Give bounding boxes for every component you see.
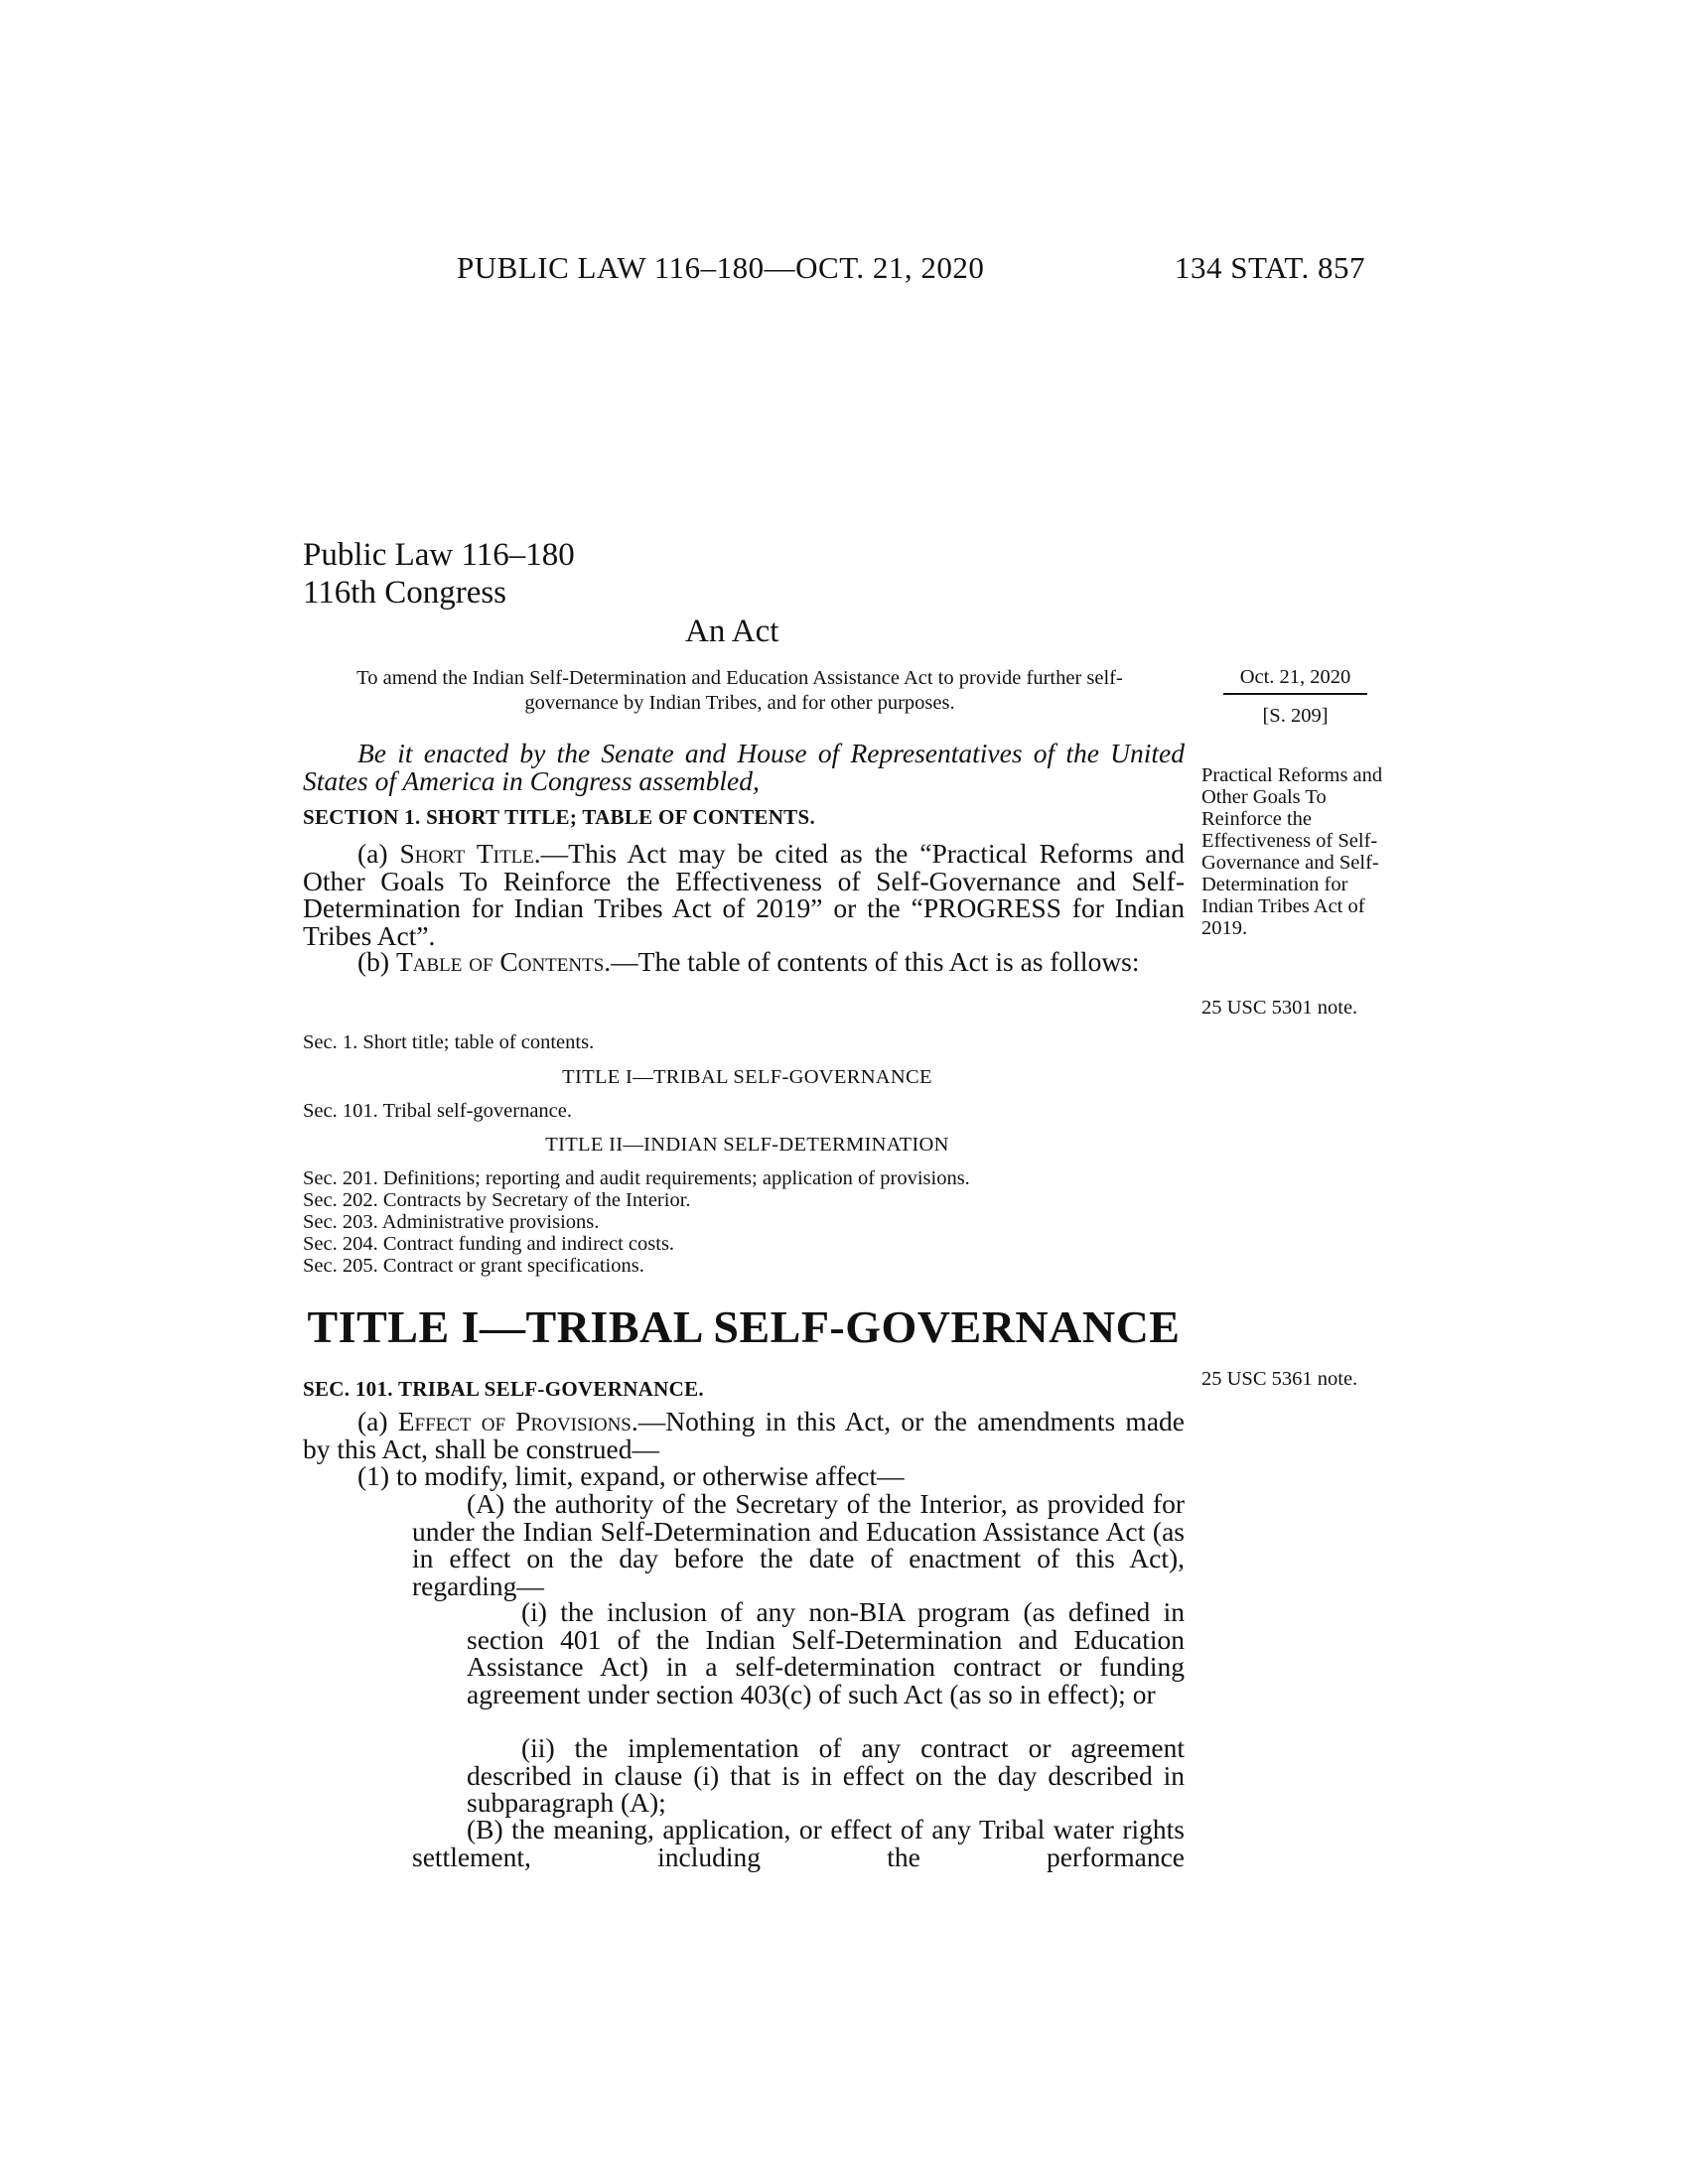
subsection-text: .—This Act may be cited as the “Practical Reforms and Other Goals To Reinforce the Effectiveness of Self-Governance and Self-Determination for Indian Tribes Act of 2019” or the “PROGRESS for Indian Tribes Act”. [303, 838, 1185, 951]
clause-i [467, 1598, 1185, 1707]
section-101a-effect-of-provisions [303, 1408, 1185, 1462]
public-law-number: Public Law 116–180 [303, 537, 575, 573]
subsection-label: (a) [357, 1406, 398, 1436]
toc-title-heading: TITLE I—TRIBAL SELF-GOVERNANCE [562, 1066, 932, 1088]
margin-note-usc-5301: 25 USC 5301 note. [1201, 997, 1358, 1019]
toc-entry: Sec. 205. Contract or grant specifications. [303, 1255, 644, 1277]
running-head-left: PUBLIC LAW 116–180—OCT. 21, 2020 [457, 250, 985, 285]
toc-entry: Sec. 101. Tribal self-governance. [303, 1100, 572, 1122]
margin-note-short-title: Practical Reforms and Other Goals To Reinforce the Effectiveness of Self-Governance and Self-Determination for Indian Tribes Act of 2019. [1201, 764, 1383, 939]
margin-bill-number: [S. 209] [1262, 705, 1329, 727]
toc-entry: Sec. 204. Contract funding and indirect costs. [303, 1233, 675, 1255]
subsection-text: .—The table of contents of this Act is as follows: [604, 946, 1140, 977]
running-head-right: 134 STAT. 857 [1174, 250, 1365, 285]
section-1b-table-of-contents [303, 948, 1185, 976]
toc-title-heading: TITLE II—INDIAN SELF-DETERMINATION [545, 1134, 949, 1156]
act-heading: An Act [685, 614, 779, 649]
toc-entry: Sec. 202. Contracts by Secretary of the Interior. [303, 1189, 691, 1211]
section-1-heading: SECTION 1. SHORT TITLE; TABLE OF CONTENTS. [303, 805, 816, 829]
clause-i-text: (i) the inclusion of any non-BIA program (as defined in section 401 of the Indian Self-Determination and Education Assistance Act) in a self-determination contract or funding agreement under section 403(c) of such Act (as so in effect); or [467, 1596, 1185, 1709]
subsection-label: (b) [357, 946, 396, 977]
toc-entry: Sec. 1. Short title; table of contents. [303, 1031, 595, 1053]
paragraph-1: (1) to modify, limit, expand, or otherwise affect— [357, 1460, 905, 1491]
clause-ii [467, 1734, 1185, 1817]
clause-ii-text: (ii) the implementation of any contract or agreement described in clause (i) that is in effect on the day described in subparagraph (A); [467, 1732, 1185, 1818]
subsection-heading: Effect of Provisions [397, 1406, 632, 1436]
subsection-label: (a) [357, 838, 400, 869]
section-101-heading: SEC. 101. TRIBAL SELF-GOVERNANCE. [303, 1377, 704, 1401]
margin-date: Oct. 21, 2020 [1223, 666, 1367, 695]
congress-number: 116th Congress [303, 575, 507, 611]
margin-note-usc-5361: 25 USC 5361 note. [1201, 1368, 1358, 1390]
act-purpose: To amend the Indian Self-Determination and Education Assistance Act to provide further self-governance by Indian Tribes, and for other purposes. [356, 667, 1123, 714]
subparagraph-a [412, 1490, 1185, 1599]
subsection-text: .—Nothing in this Act, or the amendments made by this Act, shall be construed— [303, 1406, 1185, 1464]
enacting-clause: Be it enacted by the Senate and House of Representatives of the United States of America in Congress assembled, [303, 738, 1185, 796]
subparagraph-b [412, 1816, 1185, 1870]
subparagraph-a-text: (A) the authority of the Secretary of the Interior, as provided for under the Indian Self-Determination and Education Assistance Act (as in effect on the day before the date of enactment of this Act), regarding— [412, 1488, 1185, 1601]
subparagraph-b-text: (B) the meaning, application, or effect of any Tribal water rights settlement, including the performance [412, 1814, 1185, 1872]
title-i-heading: TITLE I—TRIBAL SELF-GOVERNANCE [307, 1301, 1181, 1352]
section-1a-short-title [303, 840, 1185, 949]
subsection-heading: Short Title [399, 838, 534, 869]
toc-entry: Sec. 203. Administrative provisions. [303, 1211, 600, 1233]
subsection-heading: Table of Contents [395, 946, 605, 977]
toc-entry: Sec. 201. Definitions; reporting and audit requirements; application of provisions. [303, 1167, 970, 1189]
